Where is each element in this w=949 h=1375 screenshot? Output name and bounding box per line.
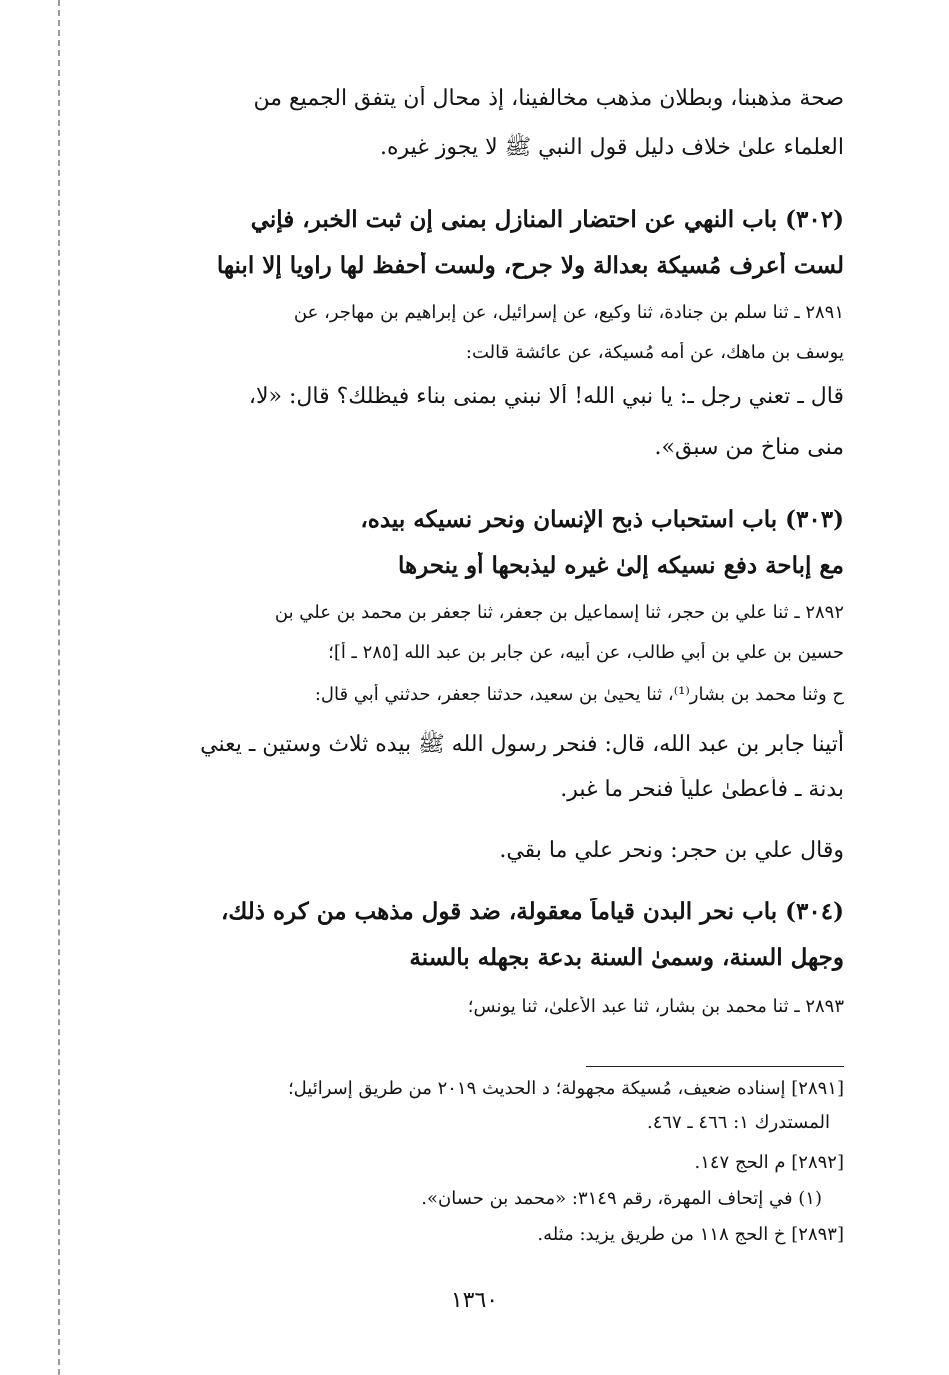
hadith-isnad-2892: ٢٨٩٢ ـ ثنا علي بن حجر، ثنا إسماعيل بن جعفر، ثنا جعفر بن محمد بن علي بن [274, 602, 844, 623]
hadith-matn-2891: منى مناخ من سبق». [654, 435, 844, 460]
margin-dashed-line [58, 0, 60, 1375]
paragraph-line: العلماء علىٰ خلاف دليل قول النبي ﷺ لا يجوز غيره. [379, 135, 844, 160]
hadith-matn-2892: بدنة ـ فأعطىٰ علياً فنحر ما غبر. [560, 777, 844, 802]
footnotes [96, 0, 844, 1280]
footnote-2892: [٢٨٩٢] م الحج ١٤٧. [694, 1152, 844, 1173]
chapter-heading-304: وجهل السنة، وسمىٰ السنة بدعة بجهله بالسنة [409, 944, 844, 971]
hadith-isnad-2893: ٢٨٩٣ ـ ثنا محمد بن بشار، ثنا عبد الأعلىٰ، ثنا يونس؛ [467, 996, 844, 1017]
chapter-heading-302: (٣٠٢) باب النهي عن احتضار المنازل بمنى إن ثبت الخبر، فإني [250, 206, 844, 233]
chapter-heading-303: مع إباحة دفع نسيكه إلىٰ غيره ليذبحها أو ينحرها [397, 552, 844, 579]
footnote-2891: [٢٨٩١] إسناده ضعيف، مُسيكة مجهولة؛ د الحديث ٢٠١٩ من طريق إسرائيل؛ [287, 1078, 844, 1099]
footnote-1: (١) في إتحاف المهرة، رقم ٣١٤٩: «محمد بن حسان». [421, 1188, 822, 1209]
footnote-2891: المستدرك ١: ٤٦٦ ـ ٤٦٧. [646, 1112, 830, 1133]
chapter-heading-302: لست أعرف مُسيكة بعدالة ولا جرح، ولست أحفظ لها راويا إلا ابنها [216, 252, 844, 279]
page-number: ١٣٦٠ [450, 1288, 499, 1313]
paragraph-line: صحة مذهبنا، وبطلان مذهب مخالفينا، إذ محال أن يتفق الجميع من [253, 86, 844, 111]
chapter-heading-303: (٣٠٣) باب استحباب ذبح الإنسان ونحر نسيكه بيده، [360, 506, 844, 533]
footnote-2893: [٢٨٩٣] خ الحج ١١٨ من طريق يزيد: مثله. [537, 1224, 844, 1245]
hadith-matn-2892: وقال علي بن حجر: ونحر علي ما بقي. [499, 838, 844, 863]
hadith-isnad-2891: ٢٨٩١ ـ ثنا سلم بن جنادة، ثنا وكيع، عن إسرائيل، عن إبراهيم بن مهاجر، عن [293, 302, 844, 323]
hadith-matn-2892: أتينا جابر بن عبد الله، قال: فنحر رسول الله ﷺ بيده ثلاث وستين ـ يعني [200, 732, 844, 757]
chapter-heading-304: (٣٠٤) باب نحر البدن قياماً معقولة، ضد قول مذهب من كره ذلك، [220, 898, 844, 925]
hadith-isnad-2892: ح وثنا محمد بن بشار⁽¹⁾، ثنا يحيىٰ بن سعيد، حدثنا جعفر، حدثني أبي قال: [314, 684, 844, 705]
hadith-isnad-2892: حسين بن علي بن أبي طالب، عن أبيه، عن جابر بن عبد الله [٢٨٥ ـ أ]؛ [328, 642, 844, 663]
hadith-matn-2891: قال ـ تعني رجل ـ: يا نبي الله! ألا نبني بمنى بناء فيظلك؟ قال: «لا، [248, 384, 844, 409]
hadith-isnad-2891: يوسف بن ماهك، عن أمه مُسيكة، عن عائشة قالت: [465, 342, 844, 363]
